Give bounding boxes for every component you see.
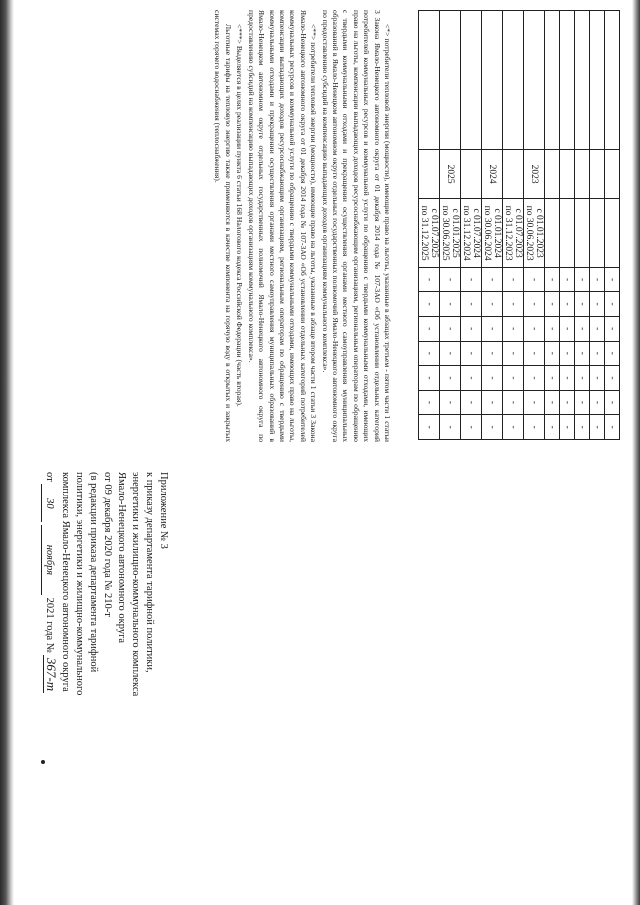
cell-dash: - [503, 316, 524, 341]
footnote-1: <*> потребители тепловой энергии (мощности), имеющие право на льготы, указанные в абзацах третьем - пятом части 1 статьи 3 Закона Ямало-Ненецкого автономного округа от 01 декабря 2014 года № 107-ЗАО «Об установлении отдельных категорий потребителей коммунальных ресурсов и коммунальной услуги по обращению с твердыми коммунальными отходами, имеющих право на льготы, компенсации выпадающих доходов ресурсоснабжающим организациям, региональным операторам по обращению с твердыми коммунальными отходами и прекращении осуществления органами местного самоуправления муниципальных образований в Ямало-Ненецком автономном округе отдельных государственных полномочий Ямало-Ненецкого автономного округа по предоставлению субсидий на компенсацию выпадающих доходов организациям коммунального комплекса». [320, 10, 392, 442]
scan-edge-left [0, 0, 14, 905]
cell-dash: - [461, 415, 482, 440]
appendix-line-5: от 09 декабря 2020 года № 210-т [102, 472, 113, 617]
footnote-3: <***> Выделяется в целях реализации пункта 6 статьи 168 Налогового кодекса Российской Федерации (часть вторая). [235, 24, 245, 407]
cell-dash: - [590, 292, 605, 317]
cell-dash: - [482, 366, 503, 391]
cell-empty [590, 11, 605, 150]
cell-dash: - [560, 267, 575, 292]
appendix-line-4: Ямало-Ненецкого автономного округа [116, 472, 127, 644]
cell-dash: - [560, 390, 575, 415]
cell-dash: - [605, 316, 620, 341]
appendix-line-6: (в редакции приказа департамента тарифной [88, 472, 99, 673]
cell-dash: - [482, 267, 503, 292]
rotated-document-page [18, 2, 630, 902]
cell-period [503, 199, 524, 267]
footnotes [211, 10, 392, 442]
cell-dash: - [605, 390, 620, 415]
cell-dash: - [575, 316, 590, 341]
cell-dash: - [419, 366, 440, 391]
cell-dash: - [545, 366, 560, 391]
cell-dash: - [545, 292, 560, 317]
cell-dash: - [545, 415, 560, 440]
cell-dash: - [419, 316, 440, 341]
cell-dash: - [482, 390, 503, 415]
period-to: по 30.06.2025 [440, 205, 450, 261]
cell-dash: - [482, 415, 503, 440]
cell-year [419, 149, 440, 199]
table-row [545, 11, 560, 440]
cell-dash: - [545, 341, 560, 366]
cell-dash: - [590, 390, 605, 415]
table-row [419, 11, 440, 440]
date-year: 2021 года № [44, 597, 55, 653]
cell-dash: - [503, 390, 524, 415]
cell-dash: - [461, 267, 482, 292]
cell-empty [575, 11, 590, 150]
cell-dash: - [503, 366, 524, 391]
cell-dash: - [440, 415, 461, 440]
cell-dash: - [560, 292, 575, 317]
cell-dash: - [440, 390, 461, 415]
cell-dash: - [575, 415, 590, 440]
date-day: 30 [41, 484, 56, 522]
cell-empty [419, 11, 440, 150]
cell-dash: - [419, 267, 440, 292]
cell-year [461, 149, 482, 199]
cell-dash: - [461, 341, 482, 366]
period-from: с 01.01.2024 [492, 208, 502, 258]
cell-year [575, 149, 590, 199]
cell-dash: - [560, 366, 575, 391]
cell-dash: - [524, 267, 545, 292]
cell-dash: - [575, 341, 590, 366]
cell-dash: - [482, 316, 503, 341]
period-to: по 30.06.2024 [482, 205, 492, 261]
cell-year [545, 149, 560, 199]
cell-dash: - [503, 267, 524, 292]
cell-dash: - [575, 366, 590, 391]
period-to: по 31.12.2025 [419, 205, 429, 261]
table-row [575, 11, 590, 440]
cell-dash: - [440, 366, 461, 391]
period-to: по 30.06.2023 [524, 205, 534, 261]
cell-dash: - [482, 292, 503, 317]
cell-dash: - [605, 292, 620, 317]
cell-empty [461, 11, 482, 150]
stray-mark [41, 760, 45, 764]
cell-empty [440, 11, 461, 150]
cell-dash: - [524, 415, 545, 440]
cell-period [524, 199, 545, 267]
cell-dash: - [419, 341, 440, 366]
cell-dash: - [575, 267, 590, 292]
tariff-table [418, 10, 620, 440]
table-row [524, 11, 545, 440]
appendix-title: Приложение № 3 [158, 472, 169, 549]
period-from: с 01.01.2023 [534, 208, 544, 258]
cell-period [440, 199, 461, 267]
cell-dash: - [524, 390, 545, 415]
cell-dash: - [503, 292, 524, 317]
cell-empty [482, 11, 503, 150]
cell-dash: - [545, 267, 560, 292]
cell-dash: - [590, 366, 605, 391]
date-prefix: от [44, 472, 55, 482]
cell-period [545, 199, 560, 267]
cell-dash: - [590, 415, 605, 440]
cell-year: 2023 [524, 149, 545, 199]
cell-dash: - [419, 292, 440, 317]
cell-dash: - [524, 316, 545, 341]
cell-empty [605, 11, 620, 150]
cell-dash: - [419, 390, 440, 415]
period-to: по 31.12.2023 [503, 205, 513, 261]
table-row [482, 11, 503, 440]
cell-year [605, 149, 620, 199]
cell-dash: - [560, 415, 575, 440]
cell-dash: - [524, 292, 545, 317]
table-row [590, 11, 605, 440]
cell-empty [545, 11, 560, 150]
period-to: по 31.12.2024 [461, 205, 471, 261]
appendix-line-8: комплекса Ямало-Ненецкого автономного округа [60, 472, 71, 692]
cell-dash: - [461, 292, 482, 317]
cell-dash: - [503, 415, 524, 440]
cell-dash: - [605, 267, 620, 292]
cell-dash: - [590, 316, 605, 341]
cell-dash: - [503, 341, 524, 366]
cell-period [590, 199, 605, 267]
cell-dash: - [545, 316, 560, 341]
cell-period [419, 199, 440, 267]
cell-year [503, 149, 524, 199]
appendix-line-7: политики, энергетики и жилищно-коммунального [74, 472, 85, 696]
cell-period [575, 199, 590, 267]
period-from: с 01.07.2023 [513, 208, 523, 258]
cell-dash: - [560, 316, 575, 341]
cell-period [560, 199, 575, 267]
cell-dash: - [575, 390, 590, 415]
cell-empty [503, 11, 524, 150]
cell-dash: - [461, 316, 482, 341]
cell-dash: - [605, 341, 620, 366]
cell-dash: - [560, 341, 575, 366]
cell-dash: - [590, 267, 605, 292]
cell-empty [524, 11, 545, 150]
period-from: с 01.07.2024 [471, 208, 481, 258]
cell-year [590, 149, 605, 199]
cell-dash: - [482, 341, 503, 366]
appendix-line-3: энергетики и жилищно-коммунального комплекса [130, 472, 141, 697]
cell-dash: - [575, 292, 590, 317]
table-row [560, 11, 575, 440]
cell-year [560, 149, 575, 199]
cell-dash: - [440, 341, 461, 366]
footnote-4: Льготные тарифы на тепловую энергию также применяются в качестве компонента на горячую воду в открытых и закрытых системах горячего водоснабжения (теплоснабжения). [213, 10, 233, 442]
cell-dash: - [419, 415, 440, 440]
cell-dash: - [605, 415, 620, 440]
cell-dash: - [440, 267, 461, 292]
table-row [605, 11, 620, 440]
appendix-line-2: к приказу департамента тарифной политики, [144, 472, 155, 673]
period-from: с 01.01.2025 [450, 208, 460, 258]
cell-period [461, 199, 482, 267]
cell-dash: - [440, 292, 461, 317]
cell-dash: - [461, 390, 482, 415]
cell-dash: - [461, 366, 482, 391]
cell-dash: - [524, 341, 545, 366]
cell-period [482, 199, 503, 267]
cell-dash: - [545, 390, 560, 415]
table-row [440, 11, 461, 440]
order-number: 367-т [43, 655, 58, 693]
cell-dash: - [605, 366, 620, 391]
appendix-date-line [41, 472, 58, 772]
date-month: ноября [41, 525, 56, 595]
table-row [503, 11, 524, 440]
cell-year: 2025 [440, 149, 461, 199]
cell-dash: - [524, 366, 545, 391]
footnote-2: <**> потребители тепловой энергии (мощности), имеющие право на льготы, указанные в абзаце втором части 1 статьи 3 Закона Ямало-Ненецкого автономного округа от 01 декабря 2014 года № 107-ЗАО «Об установлении отдельных категорий потребителей коммунальных ресурсов и коммунальной услуги по обращению с твердыми коммунальными отходами, имеющих право на льготы, компенсации выпадающих доходов ресурсоснабжающим организациям, региональным операторам по обращению с твердыми коммунальными отходами и прекращении осуществления органами местного самоуправления муниципальных образований в Ямало-Ненецком автономном округе отдельных государственных полномочий Ямало-Ненецкого автономного округа по предоставлению субсидий на компенсацию выпадающих доходов организациям коммунального комплекса». [246, 10, 319, 442]
cell-dash: - [440, 316, 461, 341]
scan-edge-right [632, 0, 640, 905]
table-row [461, 11, 482, 440]
period-from: с 01.07.2025 [429, 208, 439, 258]
cell-dash: - [590, 341, 605, 366]
appendix-header [41, 472, 170, 772]
cell-year: 2024 [482, 149, 503, 199]
cell-period [605, 199, 620, 267]
cell-empty [560, 11, 575, 150]
